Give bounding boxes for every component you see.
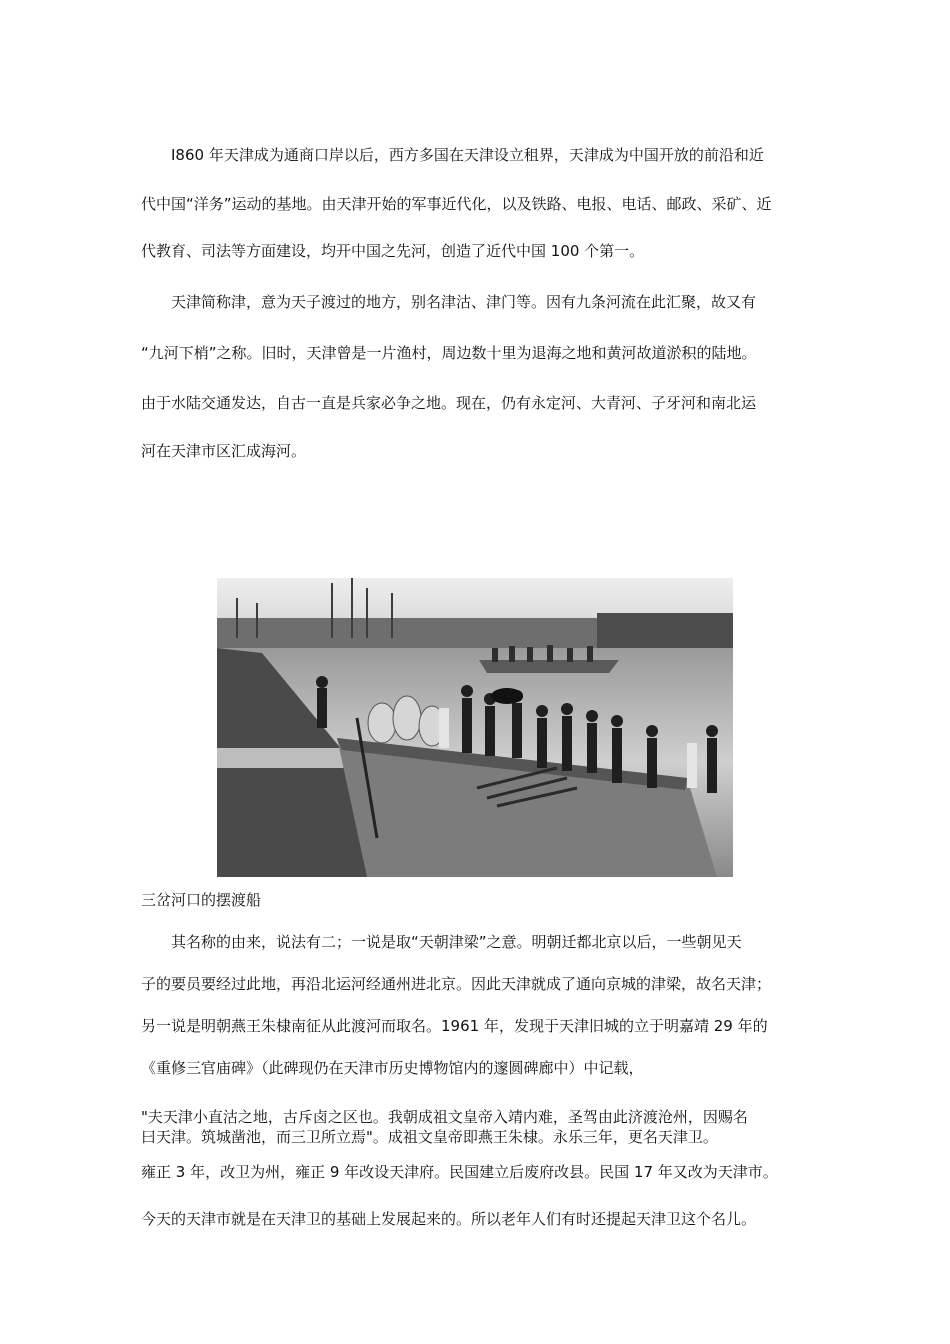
quote-line-2: 曰天津。筑城凿池，而三卫所立焉"。成祖文皇帝即燕王朱棣。永乐三年，更名天津卫。 bbox=[141, 1128, 718, 1146]
paragraph-1-line-1: I860 年天津成为通商口岸以后，西方多国在天津设立租界，天津成为中国开放的前沿和近 bbox=[141, 146, 764, 164]
paragraph-2-line-1: 天津简称津，意为天子渡过的地方，别名津沽、津门等。因有九条河流在此汇聚，故又有 bbox=[141, 293, 757, 311]
paragraph-3-line-3: 另一说是明朝燕王朱棣南征从此渡河而取名。1961 年，发现于天津旧城的立于明嘉靖 29 年的 bbox=[141, 1017, 768, 1035]
quote-line-1: "夫天津小直沽之地，古斥卤之区也。我朝成祖文皇帝入靖内难，圣驾由此济渡沧州，因赐名 bbox=[141, 1108, 748, 1126]
paragraph-4-line-1: 雍正 3 年，改卫为州，雍正 9 年改设天津府。民国建立后废府改县。民国 17 年又改为天津市。 bbox=[141, 1163, 778, 1181]
paragraph-1-line-2: 代中国“洋务”运动的基地。由天津开始的军事近代化，以及铁路、电报、电话、邮政、采矿、近 bbox=[141, 195, 772, 213]
paragraph-2-line-4: 河在天津市区汇成海河。 bbox=[141, 442, 307, 460]
paragraph-3-line-1: 其名称的由来，说法有二；一说是取“天朝津梁”之意。明朝迁都北京以后，一些朝见天 bbox=[141, 933, 742, 951]
paragraph-3-line-4: 《重修三官庙碑》（此碑现仍在天津市历史博物馆内的邃圆碑廊中）中记载， bbox=[141, 1059, 644, 1077]
paragraph-2-line-3: 由于水陆交通发达，自古一直是兵家必争之地。现在，仍有永定河、大青河、子牙河和南北运 bbox=[141, 394, 757, 412]
ferry-photo bbox=[217, 578, 733, 877]
paragraph-3-line-2: 子的要员要经过此地，再沿北运河经通州进北京。因此天津就成了通向京城的津梁，故名天津； bbox=[141, 975, 772, 993]
photo-caption: 三岔河口的摆渡船 bbox=[141, 891, 262, 909]
paragraph-1-line-3: 代教育、司法等方面建设，均开中国之先河，创造了近代中国 100 个第一。 bbox=[141, 242, 645, 260]
paragraph-2-line-2: “九河下梢”之称。旧时，天津曾是一片渔村，周边数十里为退海之地和黄河故道淤积的陆地。 bbox=[141, 344, 757, 362]
paragraph-4-line-2: 今天的天津市就是在天津卫的基础上发展起来的。所以老年人们有时还提起天津卫这个名儿。 bbox=[141, 1210, 757, 1228]
